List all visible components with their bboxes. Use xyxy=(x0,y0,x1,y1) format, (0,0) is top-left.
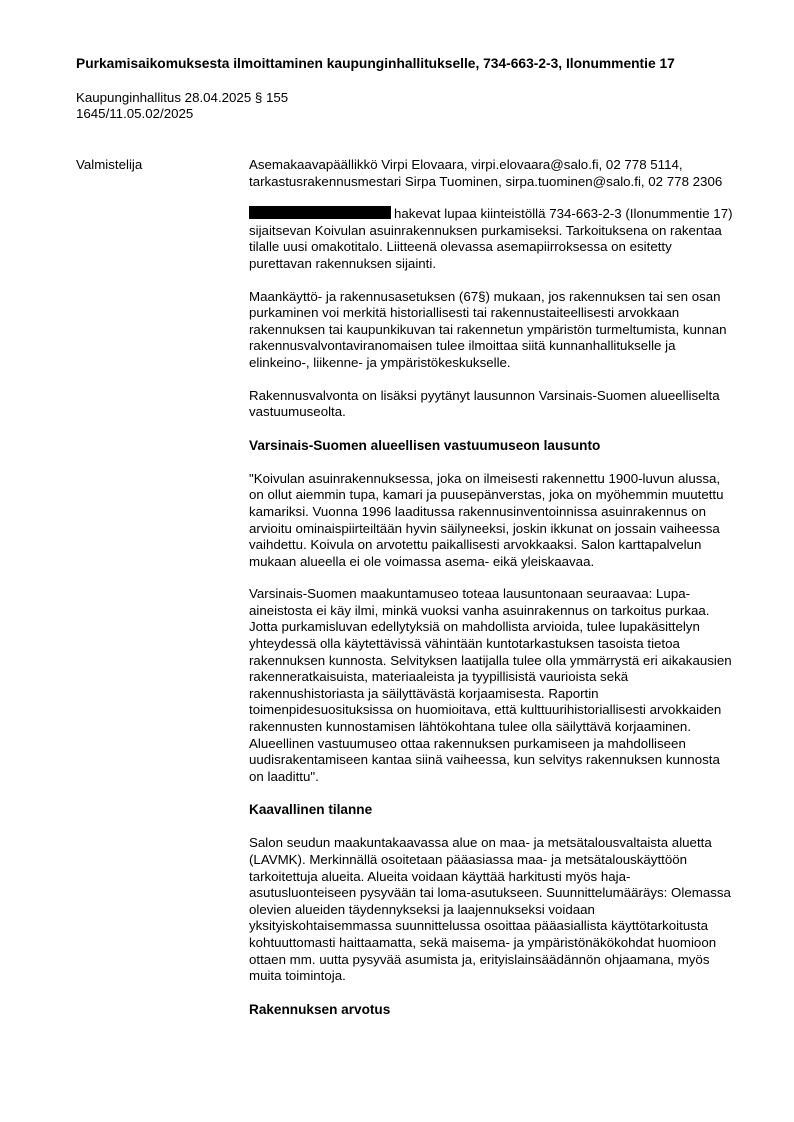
statement-paragraph-2: Varsinais-Suomen maakuntamuseo toteaa lausuntonaan seuraavaa: Lupa-aineistosta ei käy ilmi, minkä vuoksi vanha asuinrakennus on tarkoitus purkaa. Jotta purkamisluvan edellytyksiä on mahdollista arvioida, tulee lupakäsittelyn yhteydessä olla käytettävissä vähintään kuntotarkastuksen tasoista tietoa rakennuksen kunnosta. Selvityksen laatijalla tulee olla ymmärrystä eri aikakausien rakenneratkaisuista, materiaaleista ja tyypillisistä vaurioista sekä rakennushistoriasta ja säilyttävästä korjaamisesta. Raportin toimenpidesuosituksissa on huomioitava, että kulttuurihistoriallisesti arvokkaiden rakennusten kunnostamisen lähtökohtana tulee olla säilyttävä korjaaminen. Alueellinen vastuumuseo ottaa rakennuksen purkamiseen ja mahdolliseen uudisrakentamiseen kantaa siinä vaiheessa, kun selvitys rakennuksen kunnosta on laadittu". xyxy=(249,586,732,784)
zoning-paragraph: Salon seudun maakuntakaavassa alue on maa- ja metsätalousvaltaista aluetta (LAVMK). Merkinnällä osoitetaan pääasiassa maa- ja metsätalouskäyttöön tarkoitettuja alueita. Alueita voidaan käyttää harkitusti myös haja-asutusluonteiseen pysyvään tai loma-asutukseen. Suunnittelumääräys: Olemassa olevien alueiden täydennykseksi ja laajennukseksi voidaan yksityiskohtaisemmassa suunnittelussa osoittaa pääasiallista käyttötarkoitusta kohtuuttomasti haittaamatta, sekä maisema- ja ympäristönäkökohdat huomioon ottaen mm. uutta pysyvää asumista ja, erityislainsäädännön ohjaamana, myös muita toimintoja. xyxy=(249,835,731,984)
redaction-block xyxy=(249,206,391,219)
meeting-reference: Kaupunginhallitus 28.04.2025 § 155 xyxy=(76,90,289,105)
case-number: 1645/11.05.02/2025 xyxy=(76,106,194,121)
document-title: Purkamisaikomuksesta ilmoittaminen kaupunginhallitukselle, 734-663-2-3, Ilonummentie 17 xyxy=(76,56,675,71)
document-body xyxy=(249,157,735,1035)
intro-paragraph xyxy=(249,206,735,272)
museum-request-paragraph: Rakennusvalvonta on lisäksi pyytänyt lausunnon Varsinais-Suomen alueelliselta vastuumuseolta. xyxy=(249,387,720,420)
statement-heading: Varsinais-Suomen alueellisen vastuumuseon lausunto xyxy=(249,437,601,453)
law-paragraph: Maankäyttö- ja rakennusasetuksen (67§) mukaan, jos rakennuksen tai sen osan purkaminen voi merkitä historiallisesti tai rakennustaiteellisesti arvokkaan rakennuksen tai kaupunkikuvan tai rakennetun ympäristön turmeltumista, kunnan rakennusvalvontaviranomaisen tulee ilmoittaa siitä kunnanhallitukselle ja elinkeino-, liikenne- ja ympäristökeskukselle. xyxy=(249,288,727,370)
intro-text: hakevat lupaa kiinteistöllä 734-663-2-3 (Ilonummentie 17) sijaitsevan Koivulan asuinrakennuksen purkamiseksi. Tarkoituksena on rakentaa tilalle uusi omakotitalo. Liitteenä olevassa asemapiirroksessa on esitetty purettavan rakennuksen sijainti. xyxy=(249,206,733,271)
preparers-text: Asemakaavapäällikkö Virpi Elovaara, virpi.elovaara@salo.fi, 02 778 5114, tarkastusrakennusmestari Sirpa Tuominen, sirpa.tuominen@salo.fi, 02 778 2306 xyxy=(249,157,723,189)
building-value-heading: Rakennuksen arvotus xyxy=(249,1001,391,1017)
statement-paragraph-1: "Koivulan asuinrakennuksessa, joka on ilmeisesti rakennettu 1900-luvun alussa, on ollut aiemmin tupa, kamari ja puusepänverstas, joka on myöhemmin muutettu kamariksi. Vuonna 1996 laaditussa rakennusinventoinnissa asuinrakennus on arvioitu ominaispiirteiltään hyvin säilyneeksi, joskin ikkunat on jossain vaiheessa vaihdettu. Koivula on arvotettu paikallisesti arvokkaaksi. Salon karttapalvelun mukaan alueella ei ole voimassa asema- eikä yleiskaavaa. xyxy=(249,470,724,569)
zoning-heading: Kaavallinen tilanne xyxy=(249,802,373,818)
meeting-info xyxy=(76,90,288,122)
preparer-label: Valmistelija xyxy=(76,157,143,172)
